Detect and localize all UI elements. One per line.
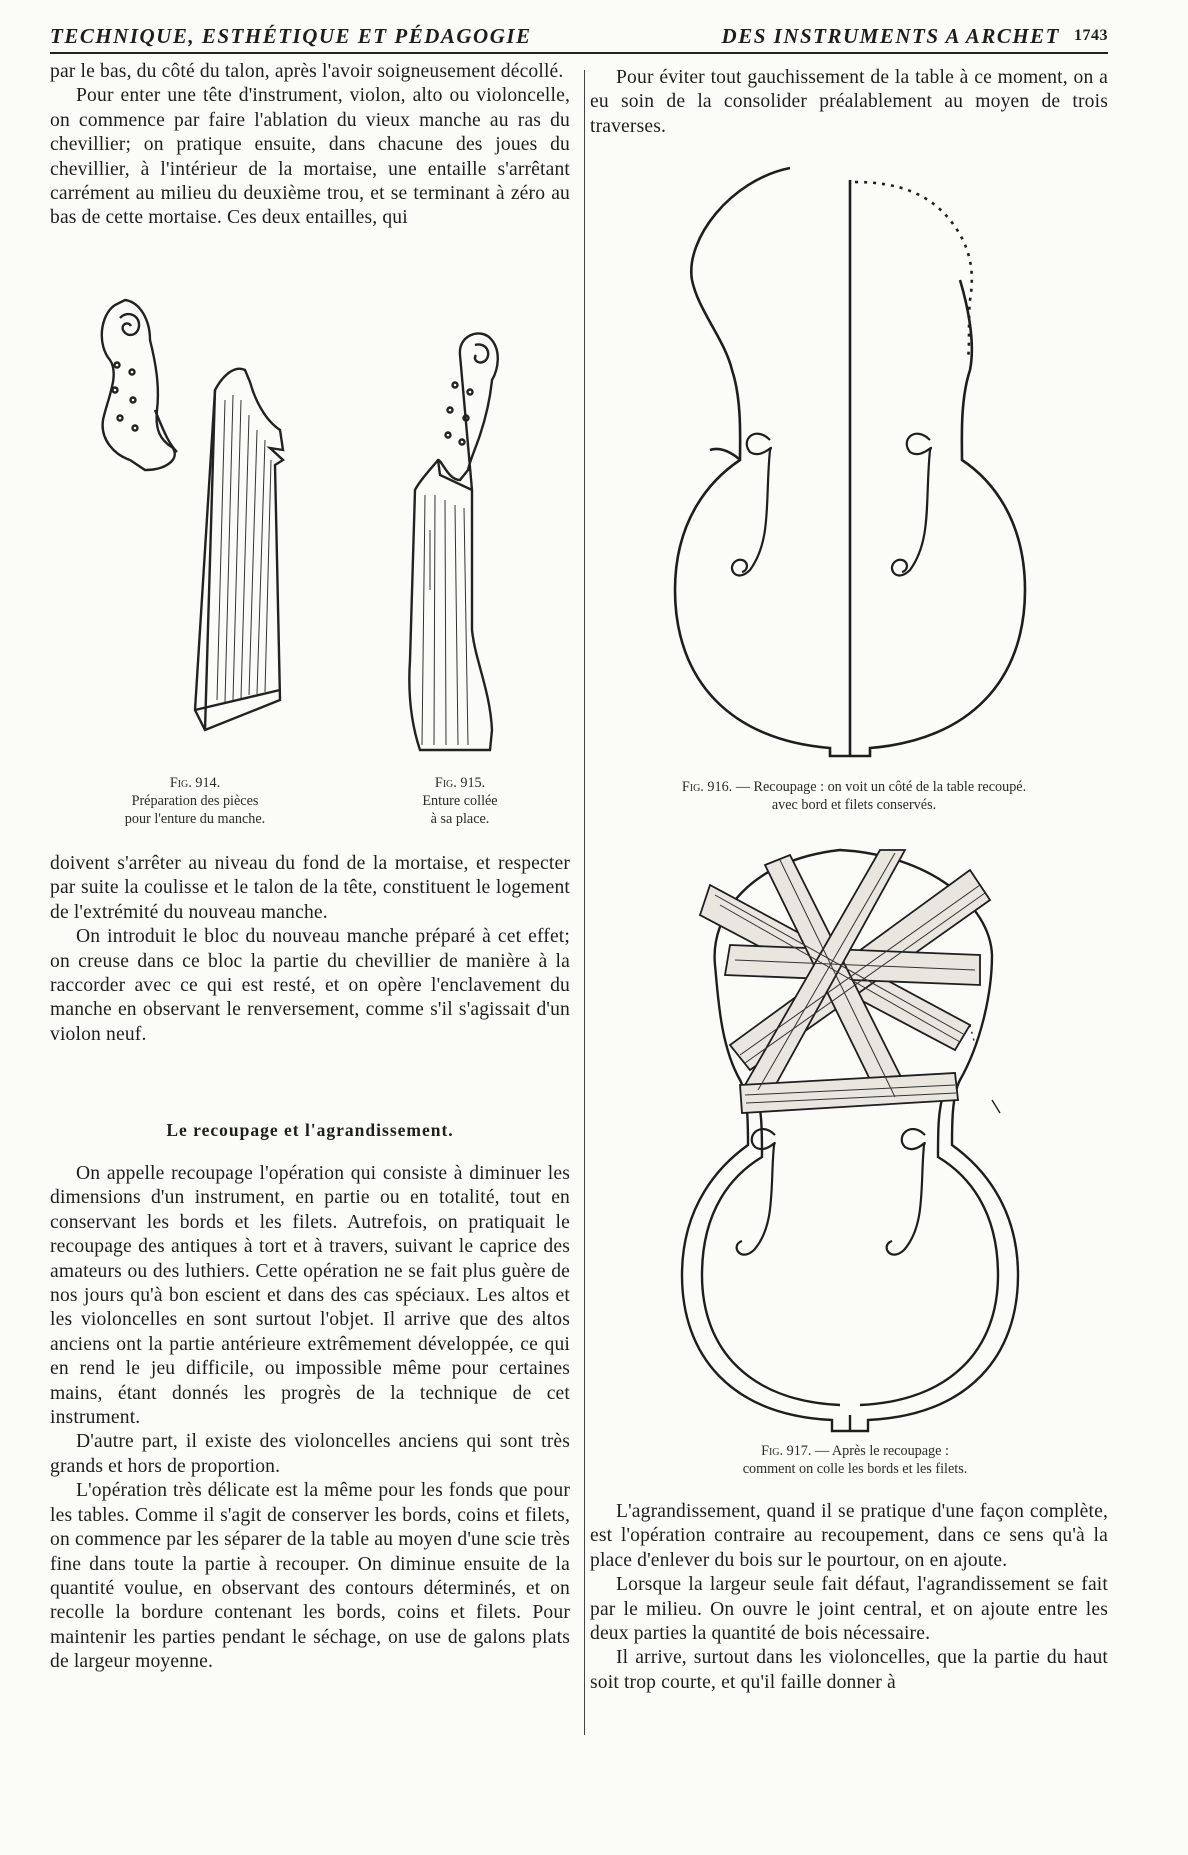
section-heading: Le recoupage et l'agrandissement. bbox=[166, 1120, 454, 1140]
fig917-binding-illustration bbox=[670, 845, 1030, 1435]
paragraph: On introduit le bloc du nouveau manche préparé à cet effet; on creuse dans ce bloc la partie du chevillier de manière à la raccorder avec ce qui est resté, et on opère l'enclavement du manche en observant le renversement, comme s'il s'agissait d'un violon neuf. bbox=[50, 926, 570, 1045]
fig916-caption-line: avec bord et filets conservés. bbox=[771, 797, 937, 813]
fig915-caption-line: Enture collée bbox=[422, 793, 498, 809]
fig914-neck-pieces-illustration bbox=[95, 290, 305, 740]
right-text-block-2 bbox=[590, 1500, 1108, 1695]
running-header bbox=[50, 22, 1108, 54]
fig914-caption-line: pour l'enture du manche. bbox=[124, 811, 266, 827]
paragraph: Lorsque la largeur seule fait défaut, l'agrandissement se fait par le milieu. On ouvre le joint central, et on ajoute entre les deux parties la quantité de bois nécessaire. bbox=[590, 1574, 1108, 1645]
fig916-violin-table-illustration bbox=[670, 160, 1030, 760]
paragraph: doivent s'arrêter au niveau du fond de la mortaise, et respecter par suite la coulisse et le talon de la tête, constituent le logement de l'extrémité du nouveau manche. bbox=[50, 853, 570, 923]
paragraph: D'autre part, il existe des violoncelles anciens qui sont très grands et hors de proportion. bbox=[50, 1431, 570, 1477]
paragraph: par le bas, du côté du talon, après l'avoir soigneusement décollé. bbox=[50, 61, 564, 82]
left-text-block-2 bbox=[50, 852, 570, 1047]
right-text-block-1 bbox=[590, 66, 1108, 139]
fig915-glued-graft-illustration bbox=[400, 330, 540, 770]
paragraph: Pour éviter tout gauchissement de la table à ce moment, on a eu soin de la consolider préalablement au moyen de trois traverses. bbox=[590, 67, 1108, 137]
fig916-number: Fig. 916. bbox=[681, 779, 733, 795]
column-divider bbox=[584, 70, 585, 1735]
fig914-caption-line: Préparation des pièces bbox=[131, 793, 259, 809]
page-number: 1743 bbox=[1074, 27, 1108, 44]
fig916-caption bbox=[600, 778, 1108, 814]
fig916-caption-line: — Recoupage : on voit un côté de la table recoupé. bbox=[735, 779, 1027, 795]
fig914-caption bbox=[90, 774, 300, 828]
paragraph: L'agrandissement, quand il se pratique d'une façon complète, est l'opération contraire au recoupement, dans ce sens qu'à la place d'enlever du bois sur le pourtour, on en ajoute. bbox=[590, 1501, 1108, 1571]
paragraph: Pour enter une tête d'instrument, violon, alto ou violoncelle, on commence par faire l'ablation du vieux manche au ras du chevillier; on pratique ensuite, dans chacune des joues du chevillier, à l'intérieur de la mortaise, une entaille s'arrêtant carrément au milieu du deuxième trou, et se terminant à zéro au bas de cette mortaise. Ces deux entailles, qui bbox=[50, 85, 570, 229]
header-left-title: TECHNIQUE, ESTHÉTIQUE ET PÉDAGOGIE bbox=[50, 24, 532, 48]
fig917-caption bbox=[650, 1442, 1060, 1478]
fig915-caption-line: à sa place. bbox=[430, 811, 490, 827]
left-text-block-3 bbox=[50, 1162, 570, 1675]
paragraph: L'opération très délicate est la même pour les fonds que pour les tables. Comme il s'agit de conserver les bords, coins et filets, on commence par les séparer de la table au moyen d'une scie très fine dans toute la partie à recouper. On diminue ensuite de la quantité voulue, en observant des contours déterminés, et on recolle la bordure contenant les bords, coins et filets. Pour maintenir les parties pendant le séchage, on use de galons plats de largeur moyenne. bbox=[50, 1480, 570, 1673]
paragraph: On appelle recoupage l'opération qui consiste à diminuer les dimensions d'un instrument, en partie ou en totalité, tout en conservant les bords et les filets. Autrefois, on pratiquait le recoupage des antiques à tort et à travers, suivant le caprice des amateurs ou des luthiers. Cette opération ne se fait plus guère de nos jours qu'à bon escient et dans des cas spéciaux. Les altos et les violoncelles en sont surtout l'objet. Il arrive que des altos anciens ont la partie antérieure extrêmement développée, ce qui en rend le jeu difficile, ou impossible même pour certaines mains, étant donnés les progrès de la technique de cet instrument. bbox=[50, 1163, 570, 1429]
left-text-block-1 bbox=[50, 60, 570, 231]
fig917-number: Fig. 917. bbox=[761, 1443, 812, 1459]
fig914-number: Fig. 914. bbox=[169, 775, 221, 791]
fig917-caption-line: comment on colle les bords et les filets. bbox=[742, 1461, 968, 1477]
fig917-caption-line: — Après le recoupage : bbox=[814, 1443, 949, 1459]
fig915-caption bbox=[380, 774, 540, 828]
header-right-title: DES INSTRUMENTS A ARCHET bbox=[721, 24, 1060, 48]
paragraph: Il arrive, surtout dans les violoncelles, que la partie du haut soit trop courte, et qu'il faille donner à bbox=[590, 1647, 1108, 1693]
fig915-number: Fig. 915. bbox=[434, 775, 486, 791]
